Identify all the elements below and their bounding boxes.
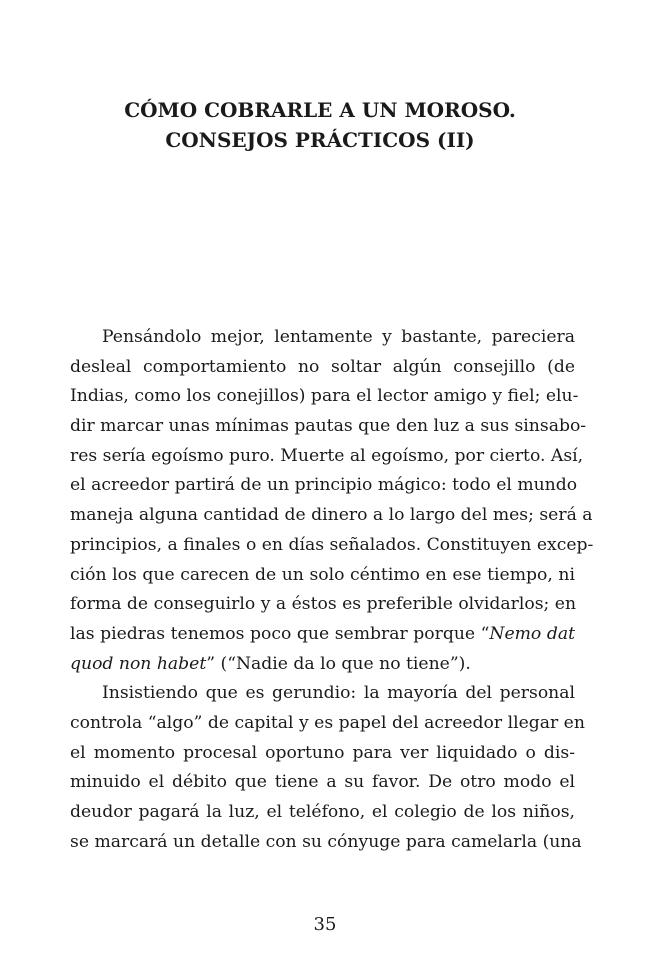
body-text	[70, 323, 594, 857]
page-number: 35	[313, 914, 337, 935]
paragraph-1	[70, 323, 594, 679]
text-fragment: ” (“Nadie da lo que no tiene”).	[206, 653, 471, 674]
text-fragment: las piedras tenemos poco que sembrar porque “	[70, 623, 490, 644]
text-line	[70, 620, 575, 650]
text-line: dir marcar unas mínimas pautas que den luz a sus sinsabo-	[70, 416, 587, 437]
chapter-title	[70, 95, 570, 155]
text-line: ción los que carecen de un solo céntimo en ese tiempo, ni	[70, 564, 575, 585]
text-line	[70, 650, 575, 680]
text-line: forma de conseguirlo y a éstos es preferible olvidarlos; en	[70, 594, 577, 615]
latin-phrase-part-1: Nemo dat	[489, 623, 576, 644]
chapter-title-line-2: CONSEJOS PRÁCTICOS (II)	[165, 128, 475, 152]
text-line: se marcará un detalle con su cónyuge para camelarla (una	[70, 831, 582, 852]
text-line: controla “algo” de capital y es papel del acreedor llegar en	[70, 712, 585, 733]
text-line: maneja alguna cantidad de dinero a lo largo del mes; será a	[70, 505, 593, 526]
text-line: deudor pagará la luz, el teléfono, el colegio de los niños,	[70, 802, 575, 822]
text-line: el momento procesal oportuno para ver liquidado o dis-	[70, 742, 575, 763]
chapter-title-line-1: CÓMO COBRARLE A UN MOROSO.	[124, 98, 516, 122]
text-line: Pensándolo mejor, lentamente y bastante, pareciera	[102, 327, 575, 347]
latin-phrase-part-2: quod non habet	[70, 653, 207, 674]
text-line: el acreedor partirá de un principio mágico: todo el mundo	[70, 475, 578, 496]
text-line: principios, a finales o en días señalados. Constituyen excep-	[70, 534, 594, 555]
paragraph-2	[70, 679, 585, 857]
text-line: minuido el débito que tiene a su favor. De otro modo el	[70, 772, 575, 793]
text-line: desleal comportamiento no soltar algún consejillo (de	[70, 356, 575, 377]
text-line: Insistiendo que es gerundio: la mayoría del personal	[102, 683, 575, 704]
text-line: res sería egoísmo puro. Muerte al egoísmo, por cierto. Así,	[70, 445, 584, 466]
text-line: Indias, como los conejillos) para el lector amigo y fiel; elu-	[70, 386, 579, 407]
